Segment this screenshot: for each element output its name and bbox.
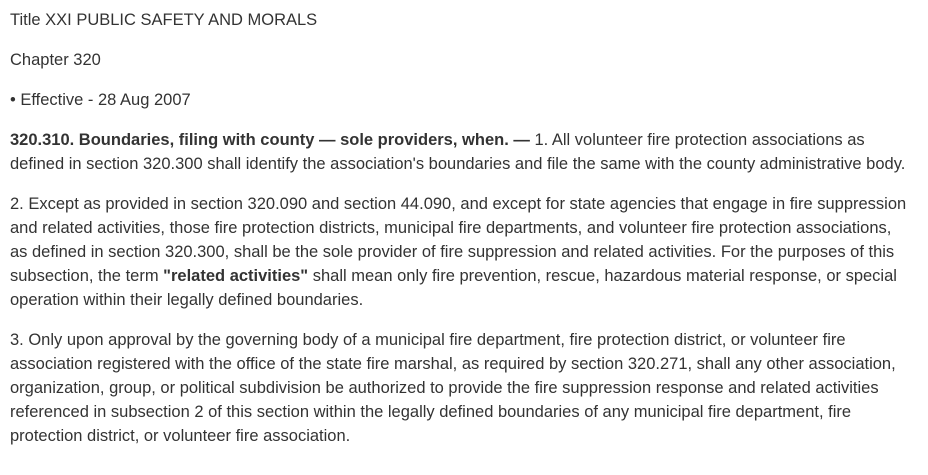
subsection-2-before-term: 2. Except as provided in section 320.090 and section 44.090, and except for state agencies that engage in fire suppression and related activities, those fire protection districts, municipal fire departments, and volunteer fire protection associations, as defined in section 320.300, shall be the sole provider of fire suppression and related activities. For the purposes of this subsection, the term [10,195,907,285]
subsection-2-after-term: shall mean only fire prevention, rescue, hazardous material response, or special operation within their legally defined boundaries. [10,267,897,309]
effective-date-line: • Effective - 28 Aug 2007 [10,91,191,109]
section-paragraph [10,128,913,176]
subsection-3-paragraph: 3. Only upon approval by the governing body of a municipal fire department, fire protection district, or volunteer fire association registered with the office of the state fire marshal, as required by section 320.271, shall any other association, organization, group, or political subdivision be authorized to provide the fire suppression response and related activities referenced in subsection 2 of this section within the legally defined boundaries of any municipal fire department, fire protection district, or volunteer fire association. [10,331,896,445]
subsection-2-paragraph [10,192,913,312]
related-activities-term: "related activities" [163,267,309,285]
subsection-1-text: 1. All volunteer fire protection associations as defined in section 320.300 shall identify the association's boundaries and file the same with the county administrative body. [10,131,906,173]
chapter-line: Chapter 320 [10,51,101,69]
section-heading: 320.310. Boundaries, filing with county — sole providers, when. — [10,131,535,149]
statute-title-line: Title XXI PUBLIC SAFETY AND MORALS [10,11,318,29]
